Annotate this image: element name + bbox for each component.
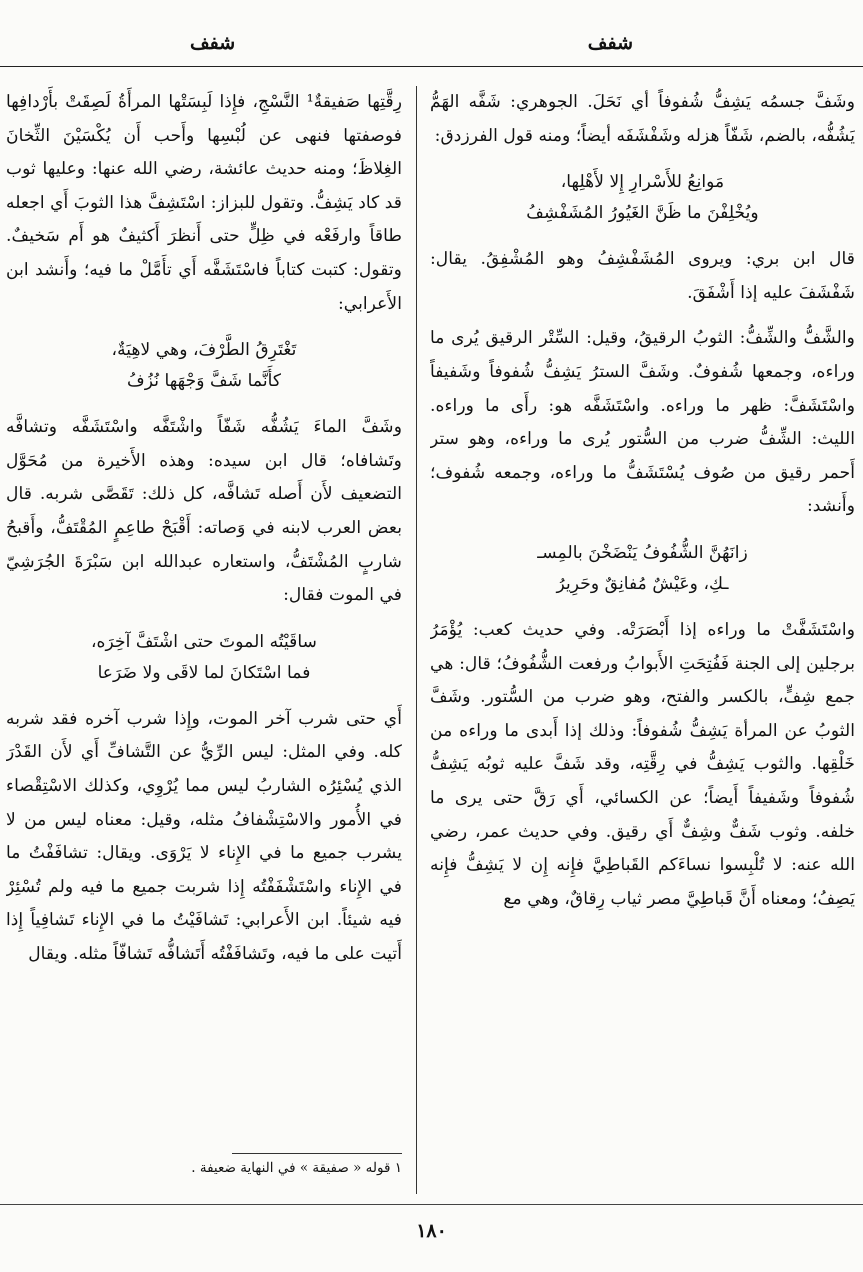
footnote-rule [232,1153,402,1154]
running-headword-left: شفف [190,32,236,54]
column-divider [416,86,417,1194]
verse-line: ـكِ، وعَيْشٌ مُفانِقٌ وحَرِيرُ [556,573,729,594]
paragraph: واسْتَشَفَّتْ ما وراءه إذا أَبْصَرَتْه. وفي حديث كعب: يُؤْمَرُ برجلين إلى الجنة فَفُتِحَتِ الأَبوابُ ورفعت الشُّفُوفُ؛ قال: هي جمع شِفٍّ، بالكسر والفتح، وهو ضرب من السُّتور. وشَفَّ الثوبُ عن المرأة يَشِفُّ شُفوفاً: وذلك إذا أَبدى ما وراءه من خَلْقِها. والثوب يَشِفُّ في رِقَّتِه، وقد شَفَّ عليه ثوبُه يَشِفُّ شُفوفاً وشَفيفاً أَيضاً؛ عن الكسائي، أَي رَقَّ حتى يرى ما خلفه. وثوب شَفٌّ وشِفٌّ أَي رقيق. وفي حديث عمر، رضي الله عنه: لا تُلْبِسوا نساءَكم القَباطِيَّ فإِنه إِن لا يَشِفُّ فإِنه يَصِفُ؛ ومعناه أَنَّ قَباطِيَّ مصر ثياب رِقاقٌ، وهي مع [430,619,855,909]
paragraph: رِقَّتِها صَفيقةٌ¹ النَّسْجِ، فإِذا لَبِسَتْها المرأَةُ لَصِقَتْ بأَرْدافِها فوصفتها فنهى عن لُبْسِها وأَحب أَن يُكْسَيْنَ الثِّخانَ الغِلاظَ؛ ومنه حديث عائشة، رضي الله عنها: وعليها ثوب قد كاد يَشِفُّ. وتقول للبزاز: اسْتَشِفَّ هذا الثوبَ أَي اجعله طاقاً وارفَعْه في ظِلٍّ حتى أَنظرَ أَكثيفٌ هو أَم سَخيفٌ. وتقول: كتبت كتاباً فاسْتَشَفَّه أَي تأَمَّلْ ما فيه؛ وأَنشد ابن الأَعرابي: [6,92,402,314]
verse-line: تَغْتَرِقُ الطَّرْفَ، وهي لاهِيَةٌ، [111,340,297,361]
verse [430,538,855,600]
right-column [430,86,855,1201]
verse-line: مَوانِعُ للأَسْرارِ إِلا لأَهْلِها، [560,172,725,193]
verse [6,627,402,689]
verse-line: كأَنَّما شَفَّ وَجْهَها نُزُفُ [126,371,282,392]
footnote: ١ قوله « صفيقة » في النهاية ضعيفة . [191,1160,402,1176]
footer-rule [0,1204,863,1205]
paragraph: وشَفَّ جسمُه يَشِفُّ شُفوفاً أي نَحَلَ. الجوهري: شَفَّه الهَمُّ يَشُفُّه، بالضم، شَفّاً هزله وشَفْشَفَه أيضاً؛ ومنه قول الفرزدق: [430,92,855,146]
paragraph: قال ابن بري: ويروى المُشَفْشِفُ وهو المُشْفِقُ. يقال: شَفْشَفَ عليه إذا أَشْفَقَ. [430,249,855,303]
header-rule [0,66,863,67]
verse-line: ساقَيْتُه الموتَ حتى اشْتَفَّ آخِرَه، [90,631,318,652]
verse-line: فما اسْتَكانَ لما لاقَى ولا ضَرَعا [97,662,311,683]
verse-line: ويُخْلِفْنَ ما ظَنَّ الغَيُورُ المُشَفْشِفُ [526,203,759,224]
paragraph: والشَّفُّ والشِّفُّ: الثوبُ الرقيقُ، وقيل: السِّتْر الرقيق يُرى ما وراءه، وجمعها شُفوفٌ. وشَفَّ السترُ يَشِفُّ شُفوفاً وشَفيفاً واسْتَشَفَّ: ظهر ما وراءه. واسْتَشَفَّه هو: رأَى ما وراءه. الليث: الشِّفُّ ضرب من السُّتور يُرى ما وراءه، وهو ستر أَحمر رقيق من صُوف يُسْتَشَفُّ ما وراءه، وجمعه شُفوف؛ وأَنشد: [430,328,855,517]
paragraph: وشَفَّ الماءَ يَشُفُّه شَفّاً واشْتَفَّه واسْتَشَفَّه وتشافَّه وتَشافاه؛ قال ابن سيده: وهذه الأَخيرة من مُحَوَّل التضعيف لأَن أَصله تَشافَّه، كل ذلك: تَقَصَّى شربه. قال بعض العرب لابنه في وَصاته: أَقْبَحْ طاعِمٍ المُقْتَفُّ، وأَقبحُ شاربٍ المُشْتَفُّ، واستعاره عبدالله ابن سَبْرَةَ الجُرَشِيّ في الموت فقال: [6,417,402,606]
page-number: ١٨٠ [416,1220,447,1242]
verse-line: زانَهُنَّ الشُّفُوفُ يَنْضَخْنَ بالمِسـ [537,542,748,563]
verse [6,335,402,397]
left-column [6,86,402,1201]
verse [430,167,855,229]
paragraph: أَي حتى شرب آخر الموت، وإِذا شرب آخره فقد شربه كله. وفي المثل: ليس الرِّيُّ عن التَّشافِّ أَي لأَن القَدْرَ الذي يُسْئِرُه الشاربُ ليس مما يُرْوِي، وكذلك الاسْتِقْصاء في الأُمور والاسْتِشْفافُ مثله، وقيل: معناه ليس من لا يشرب جميع ما في الإِناء لا يَرْوَى. ويقال: تشافَفْتُ ما في الإِناء واسْتَشْفَفْتُه إِذا شربت جميع ما فيه ولم تُسْئِرْ فيه شيئاً. ابن الأَعرابي: تَشافَيْتُ ما في الإِناء تَشافِياً إِذا أَتيت على ما فيه، وتَشافَفْتُه أَتَشافُّه تَشافّاً مثله. ويقال [6,708,402,964]
running-headword-right: شفف [587,32,633,54]
